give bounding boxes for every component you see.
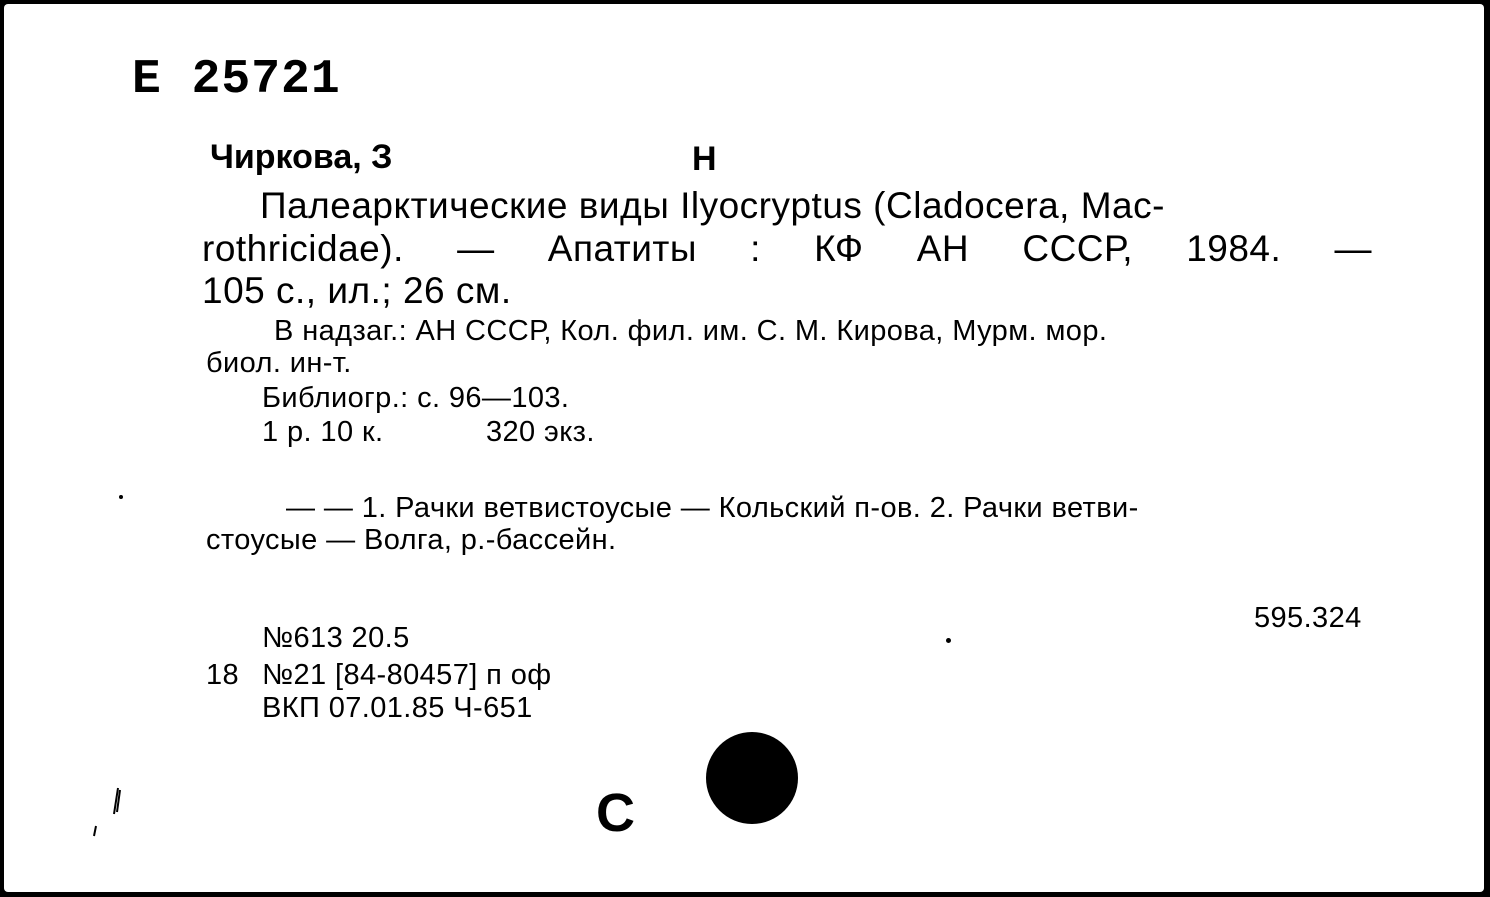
letter-mark: С	[596, 783, 635, 843]
note-line-1: В надзаг.: АН СССР, Кол. фил. им. С. М. Кирова, Мурм. мор.	[274, 315, 1108, 347]
bibliography-note: Библиогр.: с. 96—103.	[262, 382, 570, 414]
author-heading: Чиркова, З	[210, 138, 393, 176]
copies: 320 экз.	[486, 416, 595, 448]
note-line-2: биол. ин-т.	[206, 347, 352, 379]
price: 1 р. 10 к.	[262, 416, 384, 448]
author-mark: Н	[692, 140, 717, 178]
order-line-1: №613 20.5	[262, 622, 410, 654]
order-line-2: №21 [84-80457] п оф	[262, 659, 552, 691]
order-prefix: 18	[206, 659, 240, 691]
title-line-3: 105 с., ил.; 26 см.	[202, 270, 512, 311]
accession-number: E 25721	[132, 53, 341, 107]
punch-hole	[706, 732, 798, 824]
speck	[119, 495, 123, 499]
speck	[946, 638, 951, 643]
pencil-mark-icon	[90, 784, 130, 844]
subject-line-2: стоусые — Волга, р.-бассейн.	[206, 524, 617, 556]
title-line-1: Палеарктические виды Ilyocryptus (Cladocera, Mac-	[260, 185, 1165, 226]
title-line-2: rothricidae). — Апатиты : КФ АН СССР, 1984. —	[202, 228, 1372, 269]
order-line-3: ВКП 07.01.85 Ч-651	[262, 692, 533, 724]
udc-code: 595.324	[1254, 602, 1362, 634]
catalog-card	[4, 4, 1484, 892]
subject-line-1: — — 1. Рачки ветвистоусые — Кольский п-ов. 2. Рачки ветви-	[286, 492, 1139, 524]
